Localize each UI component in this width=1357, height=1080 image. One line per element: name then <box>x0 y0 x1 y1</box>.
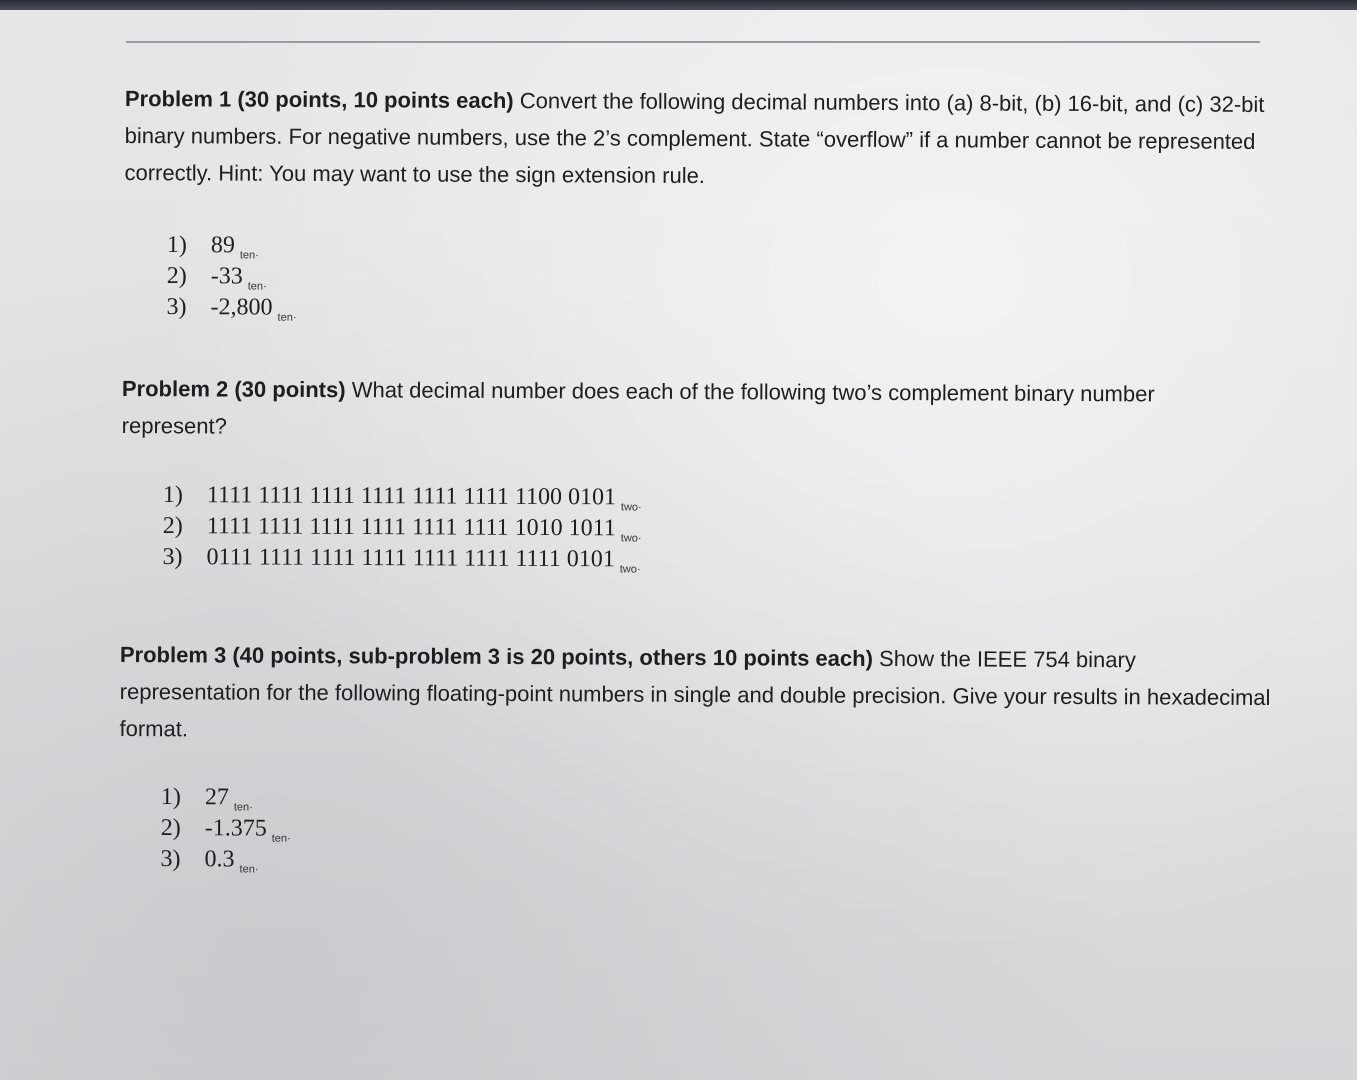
item-subscript: ten· <box>233 801 253 814</box>
problem-2-paragraph <box>122 370 1242 450</box>
problem-3-text: Show the IEEE 754 binary representation for the following floating-point numbers in single and double precision. Give your results in hexadecimal format. <box>119 645 1271 742</box>
problem-3-list <box>161 782 291 876</box>
list-item: 2) -1.375 $_{ten\cdot}$ <box>160 814 291 845</box>
list-item: 1) 27 $_{ten\cdot}$ <box>160 784 253 814</box>
list-item: 1) 89 $_{ten\cdot}$ <box>166 231 259 262</box>
list-item: 3) -2,800 $_{ten\cdot}$ <box>166 293 297 324</box>
item-value: 27 <box>204 784 229 811</box>
item-subscript: two· <box>620 501 642 514</box>
list-item: 1) 1111 1111 1111 1111 1111 1111 1100 0101 $_{two\cdot}$ <box>162 481 642 514</box>
item-value: -2,800 <box>210 294 273 321</box>
problem-2-text: What decimal number does each of the following two’s complement binary number represent? <box>121 377 1155 439</box>
list-item: 2) -33 $_{ten\cdot}$ <box>166 262 267 293</box>
item-value: 0111 1111 1111 1111 1111 1111 1111 0101 <box>206 544 615 573</box>
document-page <box>0 10 1357 1080</box>
item-subscript: two· <box>620 532 642 545</box>
problem-3-paragraph <box>119 636 1280 753</box>
item-value: 1111 1111 1111 1111 1111 1111 1010 1011 <box>206 513 616 542</box>
item-value: -1.375 <box>204 815 267 842</box>
problem-1-text: Convert the following decimal numbers into (a) 8-bit, (b) 16-bit, and (c) 32-bit binary numbers. For negative numbers, use the 2’s complement. State “overflow” if a number cannot be represented correctly. Hint: You may want to use the sign extension rule. <box>124 88 1265 189</box>
item-value: 89 <box>210 232 235 259</box>
problem-2-heading: Problem 2 (30 points) <box>121 375 346 403</box>
item-value: 1111 1111 1111 1111 1111 1111 1100 0101 <box>206 482 617 511</box>
problem-1-paragraph <box>124 80 1285 197</box>
item-subscript: two· <box>619 563 641 576</box>
item-subscript: ten· <box>271 832 291 845</box>
item-subscript: ten· <box>247 280 267 293</box>
list-item: 3) 0111 1111 1111 1111 1111 1111 1111 0101 $_{two\cdot}$ <box>162 543 641 576</box>
item-value: -33 <box>210 263 243 290</box>
top-rule <box>126 41 1260 43</box>
problem-3-heading: Problem 3 (40 points, sub-problem 3 is 20 points, others 10 points each) <box>119 641 874 671</box>
problem-1-heading: Problem 1 (30 points, 10 points each) <box>124 85 514 114</box>
list-item: 3) 0.3 $_{ten\cdot}$ <box>160 845 259 876</box>
problem-2-list <box>163 480 642 576</box>
item-subscript: ten· <box>239 249 259 262</box>
item-value: 0.3 <box>204 846 235 873</box>
list-item: 2) 1111 1111 1111 1111 1111 1111 1010 1011 $_{two\cdot}$ <box>162 512 642 545</box>
problem-1-list <box>167 230 297 324</box>
item-subscript: ten· <box>239 863 259 876</box>
monitor-bezel <box>0 0 1357 10</box>
item-subscript: ten· <box>277 311 297 324</box>
